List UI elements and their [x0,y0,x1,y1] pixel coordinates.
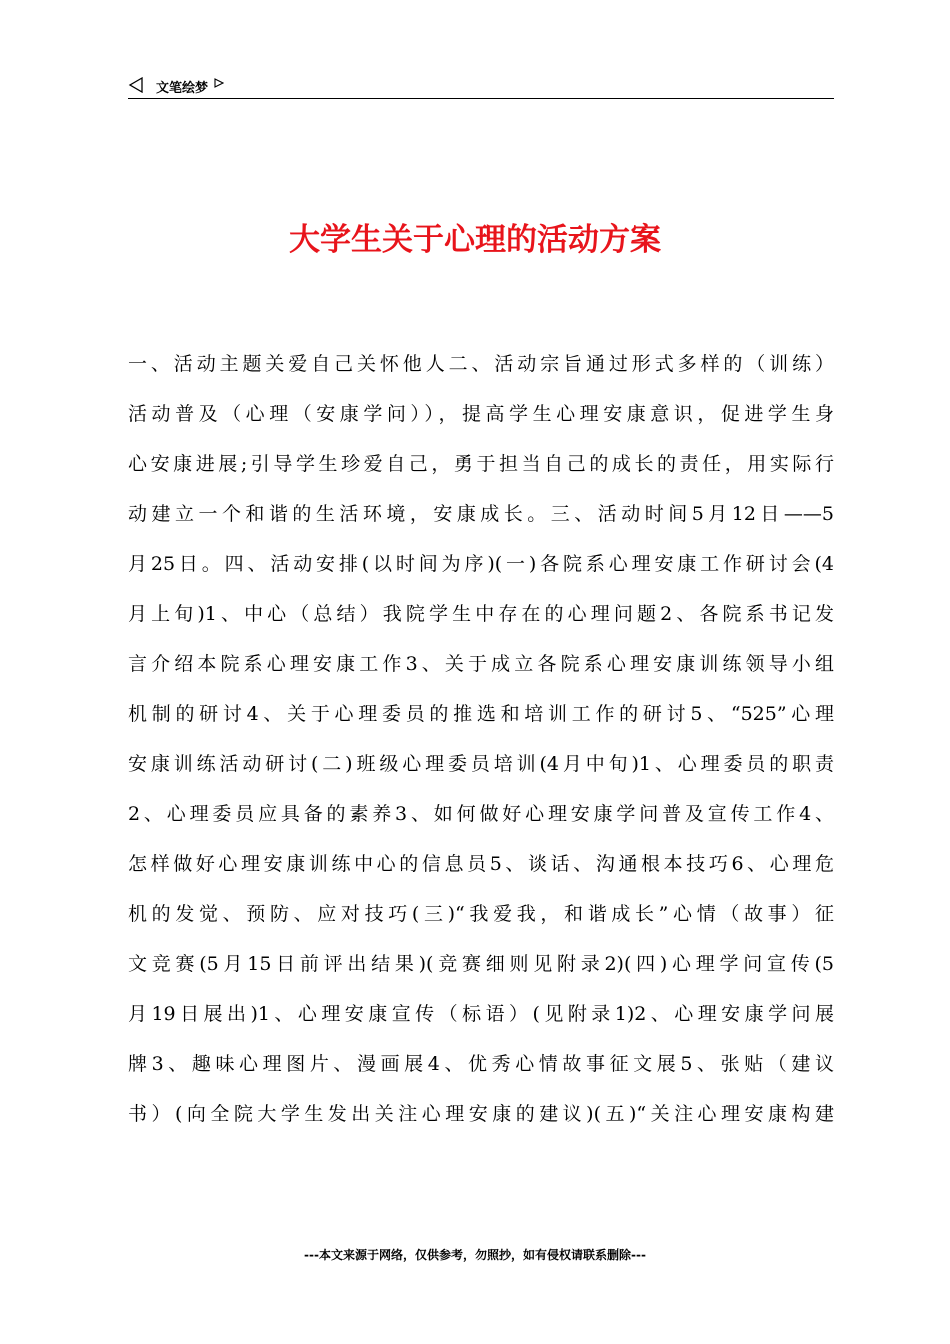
body-line: 一、活动主题关爱自己关怀他人二、活动宗旨通过形式多样的（训练） [128,353,834,375]
body-line: 月19日展出)1、心理安康宣传（标语）(见附录1)2、心理安康学问展 [128,1003,834,1025]
document-body [128,341,834,1141]
document-title: 大学生关于心理的活动方案 [289,222,661,258]
body-line: 月25日。四、活动安排(以时间为序)(一)各院系心理安康工作研讨会(4 [128,553,834,575]
header-brand: 文笔绘梦 [156,80,209,96]
body-line: 机的发觉、预防、应对技巧(三)“我爱我，和谐成长”心情（故事）征 [128,903,834,925]
body-line: 言介绍本院系心理安康工作3、关于成立各院系心理安康训练领导小组 [128,653,834,675]
body-line: 心安康进展;引导学生珍爱自己，勇于担当自己的成长的责任，用实际行 [128,453,834,475]
page-footer: ---本文来源于网络，仅供参考，勿照抄，如有侵权请联系删除--- [304,1248,646,1262]
body-line: 动建立一个和谐的生活环境，安康成长。三、活动时间5月12日——5 [128,503,834,525]
body-line: 2、心理委员应具备的素养3、如何做好心理安康学问普及宣传工作4、 [128,803,834,825]
body-line: 怎样做好心理安康训练中心的信息员5、谈话、沟通根本技巧6、心理危 [128,853,834,875]
body-line: 文竞赛(5月15日前评出结果)(竞赛细则见附录2)(四)心理学问宣传(5 [128,953,834,975]
triangle-right-outline-icon [214,78,224,88]
body-line: 活动普及（心理（安康学问）），提高学生心理安康意识，促进学生身 [128,403,834,425]
body-line: 月上旬)1、中心（总结）我院学生中存在的心理问题2、各院系书记发 [128,603,834,625]
body-line: 牌3、趣味心理图片、漫画展4、优秀心情故事征文展5、张贴（建议 [128,1053,834,1075]
body-line: 安康训练活动研讨(二)班级心理委员培训(4月中旬)1、心理委员的职责 [128,753,834,775]
body-line: 书）(向全院大学生发出关注心理安康的建议)(五)“关注心理安康构建 [128,1103,834,1125]
page-header [128,74,834,99]
body-line: 机制的研讨4、关于心理委员的推选和培训工作的研讨5、“525”心理 [128,703,834,725]
